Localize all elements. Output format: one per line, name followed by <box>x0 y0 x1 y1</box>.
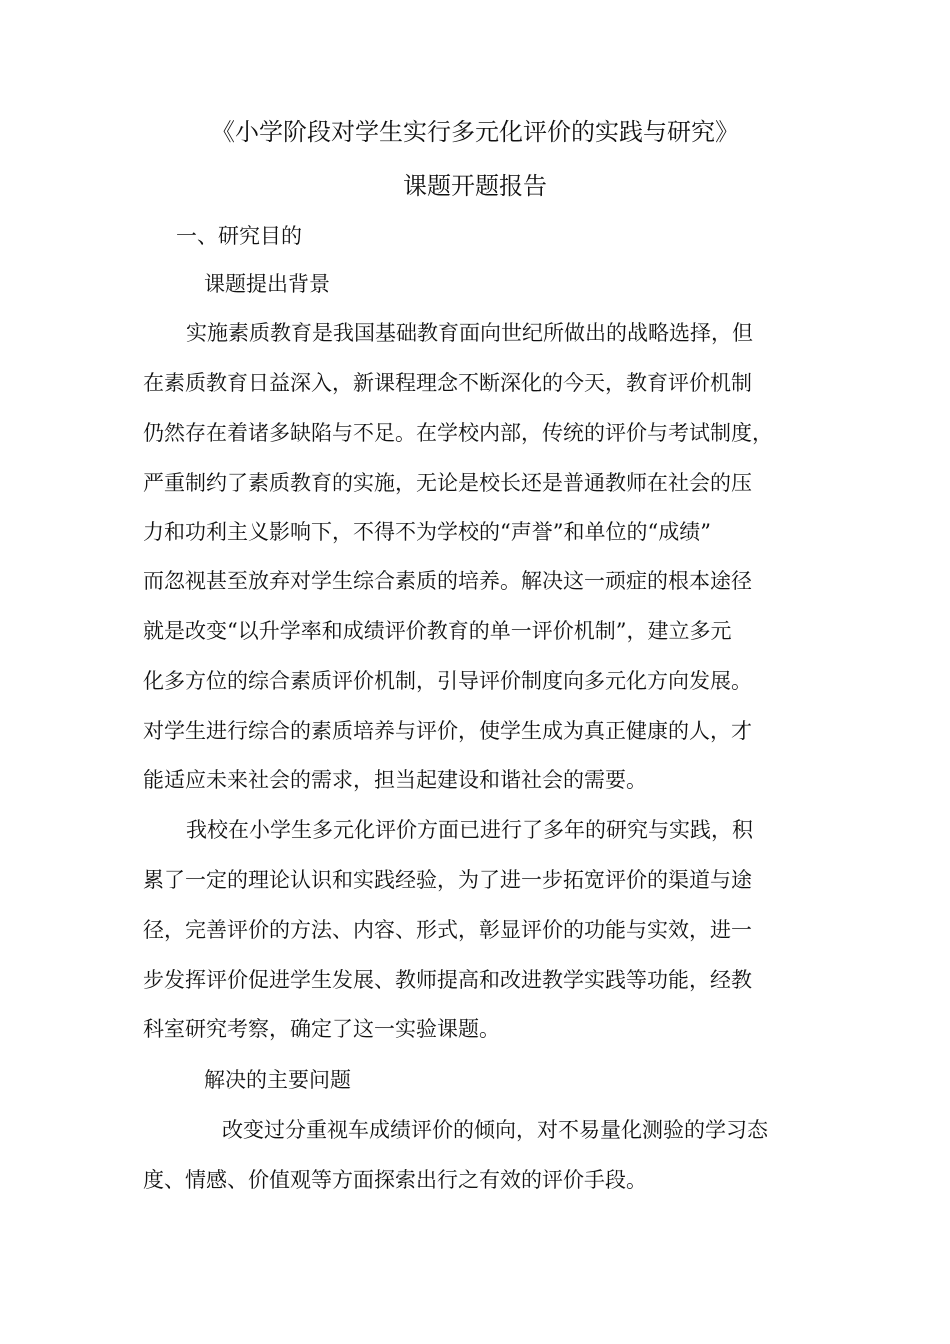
subheading-background: 课题提出背景 <box>204 272 330 296</box>
paragraph-line: 度、情感、价值观等方面探索出行之有效的评价手段。 <box>143 1168 647 1192</box>
paragraph-line: 严重制约了素质教育的实施，无论是校长还是普通教师在社会的压 <box>143 471 752 495</box>
subheading-main-problems: 解决的主要问题 <box>204 1068 351 1092</box>
paragraph-line: 步发挥评价促进学生发展、教师提高和改进教学实践等功能，经教 <box>143 968 752 992</box>
paragraph-line: 我校在小学生多元化评价方面已进行了多年的研究与实践，积 <box>186 818 753 842</box>
paragraph-line: 仍然存在着诸多缺陷与不足。在学校内部，传统的评价与考试制度， <box>143 421 773 445</box>
paragraph-line: 而忽视甚至放弃对学生综合素质的培养。解决这一顽症的根本途径 <box>143 569 752 593</box>
paragraph-line: 改变过分重视车成绩评价的倾向，对不易量化测验的学习态 <box>222 1118 768 1142</box>
paragraph-line: 累了一定的理论认识和实践经验，为了进一步拓宽评价的渠道与途 <box>143 868 752 892</box>
document-subtitle: 课题开题报告 <box>403 172 547 200</box>
paragraph-line: 在素质教育日益深入，新课程理念不断深化的今天，教育评价机制 <box>143 371 752 395</box>
paragraph-line: 化多方位的综合素质评价机制，引导评价制度向多元化方向发展。 <box>143 669 752 693</box>
paragraph-line: 科室研究考察，确定了这一实验课题。 <box>143 1017 500 1041</box>
paragraph-line: 径，完善评价的方法、内容、形式，彰显评价的功能与实效，进一 <box>143 918 752 942</box>
paragraph-line: 实施素质教育是我国基础教育面向世纪所做出的战略选择，但 <box>186 321 753 345</box>
document-title: 《小学阶段对学生实行多元化评价的实践与研究》 <box>211 118 739 146</box>
paragraph-line: 就是改变“以升学率和成绩评价教育的单一评价机制”，建立多元 <box>143 619 732 643</box>
paragraph-line: 能适应未来社会的需求，担当起建设和谐社会的需要。 <box>143 768 647 792</box>
paragraph-line: 力和功利主义影响下，不得不为学校的“声誉”和单位的“成绩” <box>143 520 711 544</box>
section-heading-research-purpose: 一、研究目的 <box>176 224 302 248</box>
paragraph-line: 对学生进行综合的素质培养与评价，使学生成为真正健康的人，才 <box>143 719 752 743</box>
